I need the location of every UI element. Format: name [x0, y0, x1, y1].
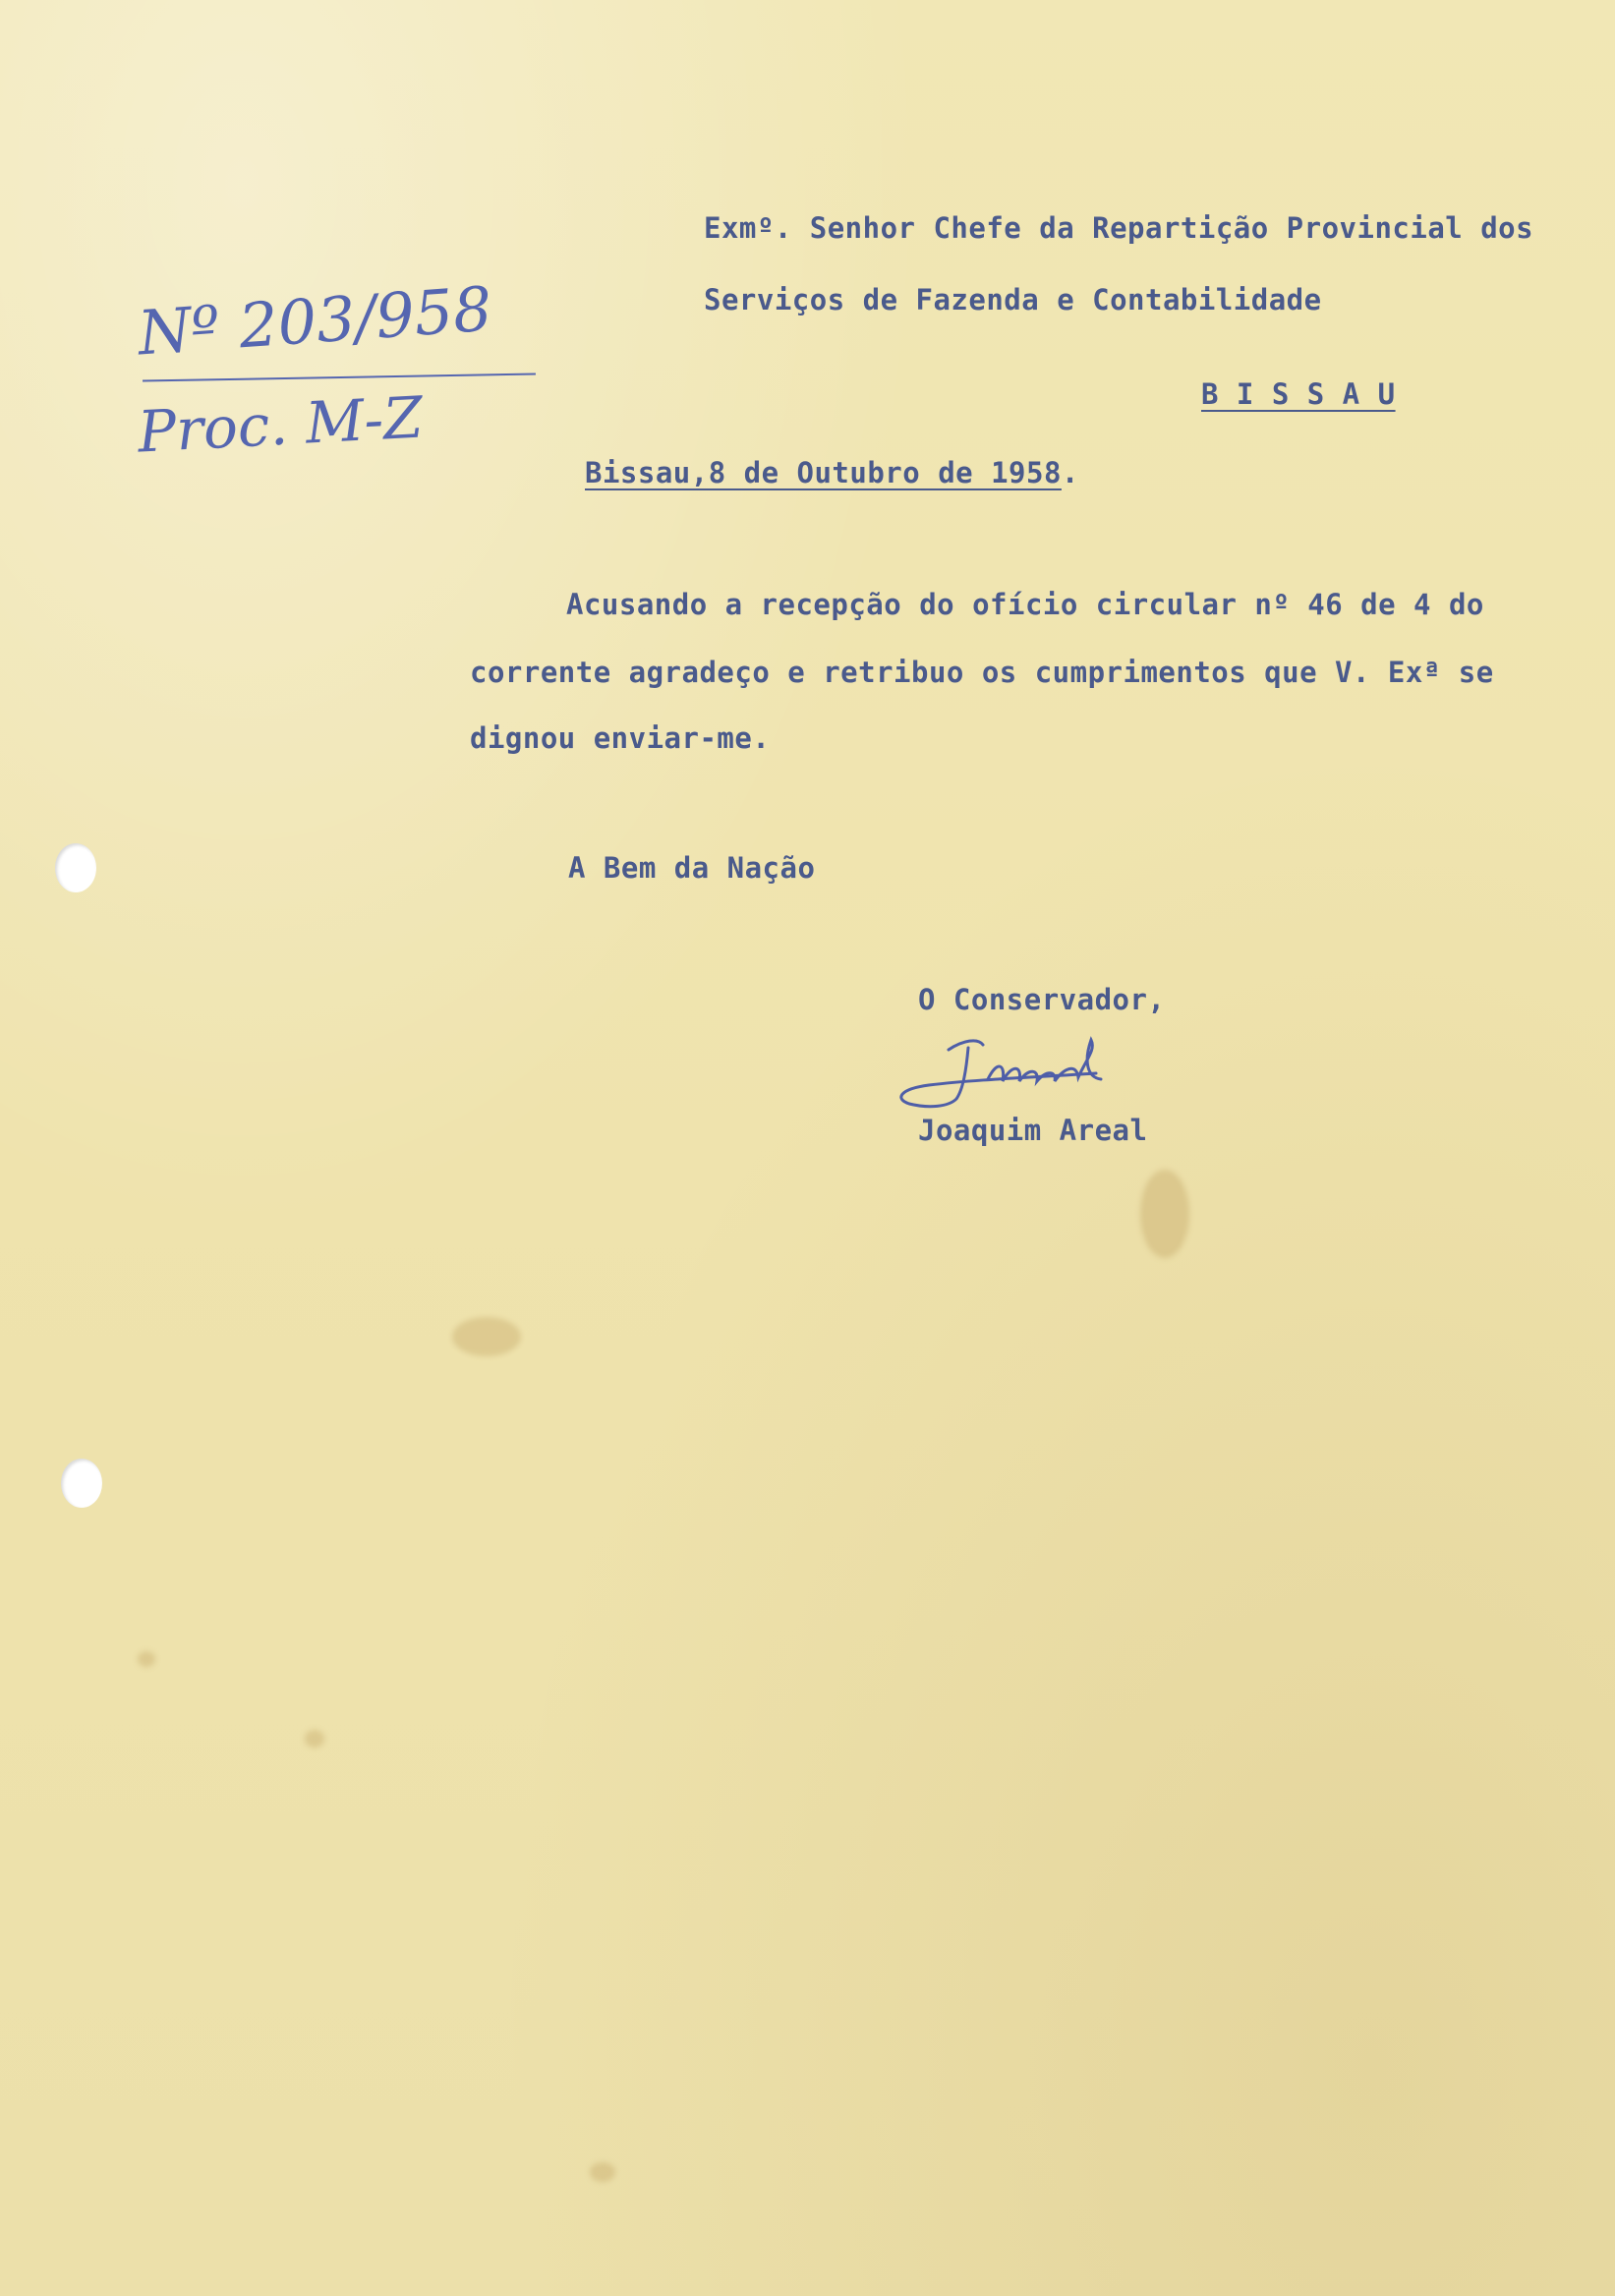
- letter-date-period: .: [1061, 456, 1079, 489]
- body-line-2: corrente agradeço e retribuo os cumprimentos que V. Exª se: [470, 656, 1494, 689]
- handwritten-process-code: Proc. M-Z: [136, 383, 425, 466]
- letter-date-text: Bissau,8 de Outubro de 1958: [585, 456, 1062, 489]
- stain: [590, 2162, 615, 2182]
- body-line-1: Acusando a recepção do ofício circular nº 46 de 4 do: [566, 588, 1484, 621]
- handwritten-signature: [890, 1020, 1204, 1119]
- closing-salutation: A Bem da Nação: [568, 851, 816, 885]
- signatory-title: O Conservador,: [918, 983, 1166, 1016]
- addressee-line-2: Serviços de Fazenda e Contabilidade: [704, 283, 1322, 316]
- handwritten-reference-number: Nº 203/958: [135, 272, 494, 370]
- stain: [138, 1651, 155, 1667]
- body-line-3: dignou enviar-me.: [470, 721, 771, 755]
- signatory-name: Joaquim Areal: [918, 1114, 1148, 1147]
- addressee-city: B I S S A U: [1201, 377, 1396, 411]
- stain: [1140, 1170, 1189, 1258]
- punch-hole-top: [55, 843, 96, 892]
- handwritten-divider: [143, 373, 536, 382]
- stain: [305, 1730, 324, 1748]
- letter-date: [585, 456, 1079, 489]
- addressee-line-1: Exmº. Senhor Chefe da Repartição Provincial dos: [704, 211, 1534, 245]
- punch-hole-bottom: [61, 1459, 102, 1508]
- stain: [452, 1317, 521, 1356]
